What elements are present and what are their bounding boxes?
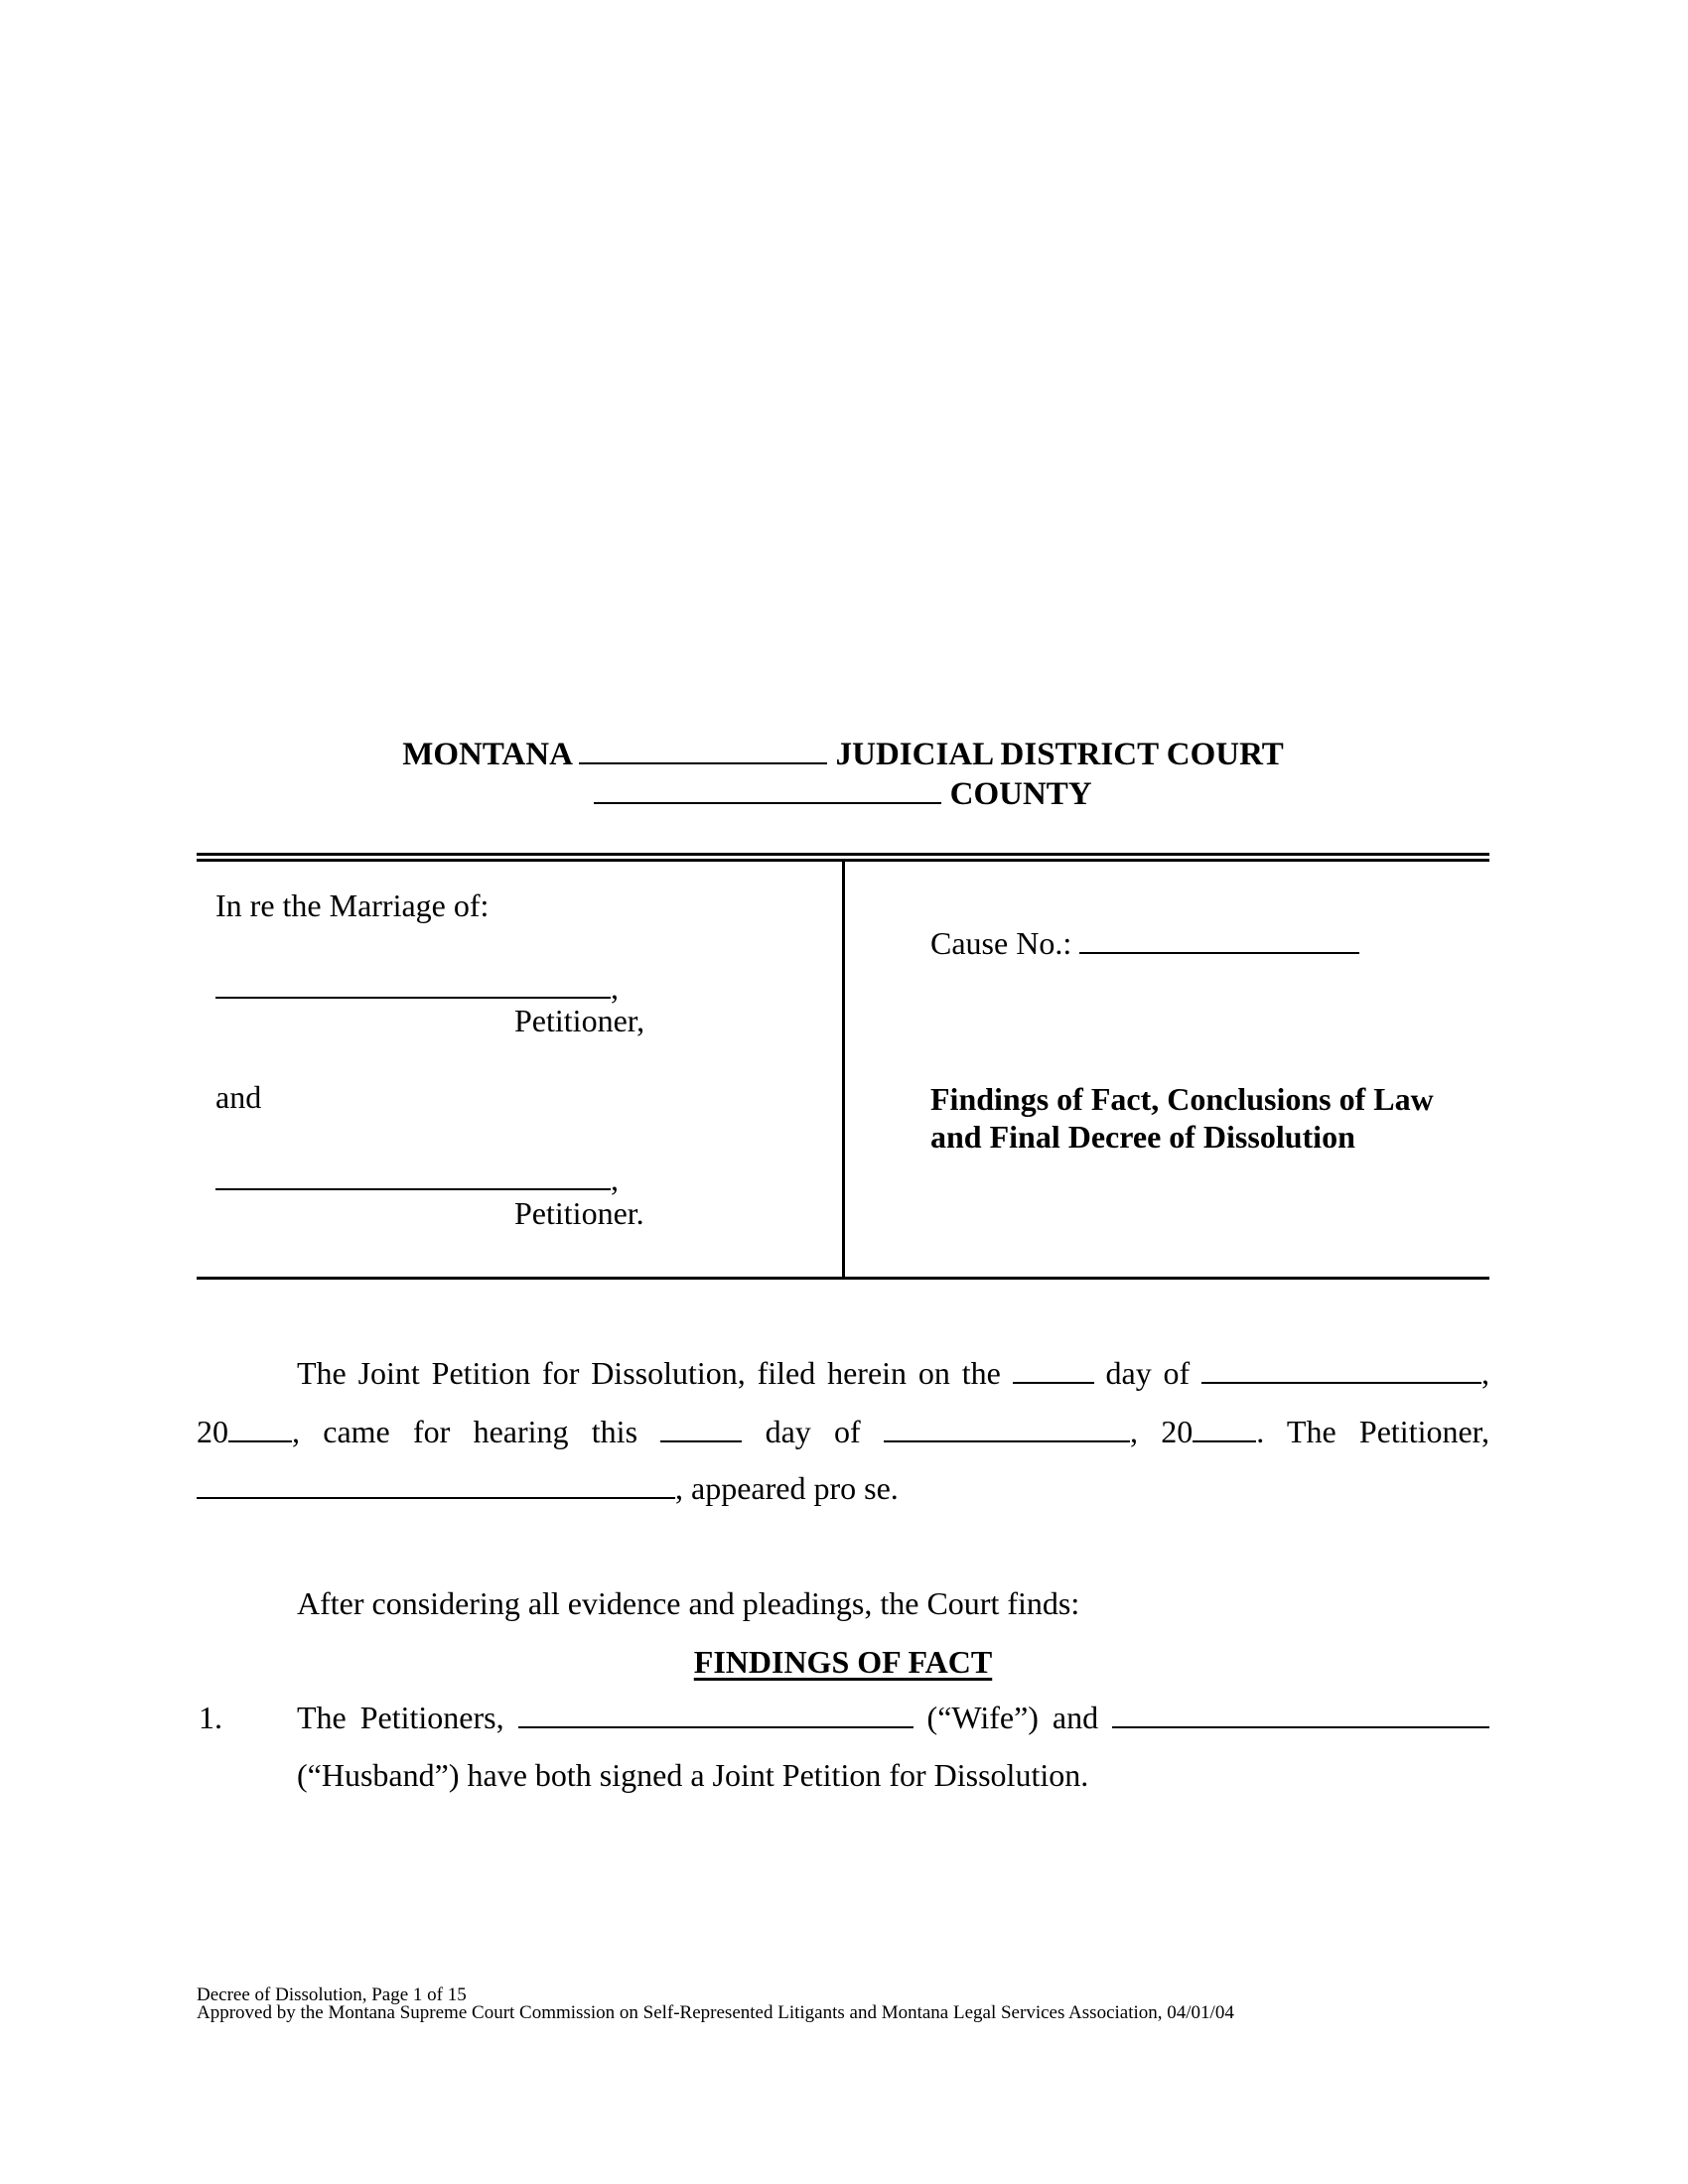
document-title-line1: Findings of Fact, Conclusions of Law xyxy=(930,1081,1434,1117)
party1-name-blank[interactable] xyxy=(215,997,611,999)
footer-approval: Approved by the Montana Supreme Court Commission on Self-Represented Litigants and Montana Legal Services Association, 04/01/04 xyxy=(197,2002,1234,2023)
state-name: MONTANA xyxy=(402,737,572,772)
court-name: JUDICIAL DISTRICT COURT xyxy=(835,737,1284,772)
filed-year-blank[interactable] xyxy=(228,1440,292,1442)
intro-line3: , appeared pro se. xyxy=(197,1470,899,1507)
intro-line2: 20 , came for hearing this day of , 20 . The Petitioner, xyxy=(197,1414,1490,1449)
cause-number-line xyxy=(930,925,1359,962)
intro-line1: The Joint Petition for Dissolution, filed herein on the day of , xyxy=(297,1355,1490,1391)
party2-role: Petitioner. xyxy=(514,1195,644,1231)
document-title-line2: and Final Decree of Dissolution xyxy=(930,1119,1355,1155)
county-label: COUNTY xyxy=(949,776,1092,812)
hearing-month-blank[interactable] xyxy=(884,1440,1130,1442)
finding-number: 1. xyxy=(199,1700,222,1735)
party2-name-blank[interactable] xyxy=(215,1188,611,1190)
filed-month-blank[interactable] xyxy=(1201,1382,1481,1384)
court-heading-line2 xyxy=(197,776,1489,813)
finding-1-line2: (“Husband”) have both signed a Joint Petition for Dissolution. xyxy=(297,1757,1089,1793)
party2-line: , xyxy=(215,1161,619,1198)
court-heading-line1 xyxy=(197,737,1489,773)
county-name-blank[interactable] xyxy=(594,802,941,804)
considering-text: After considering all evidence and pleadings, the Court finds: xyxy=(297,1585,1080,1621)
wife-name-blank[interactable] xyxy=(518,1726,914,1728)
finding-1-line1: The Petitioners, (“Wife”) and xyxy=(297,1700,1489,1736)
filed-day-blank[interactable] xyxy=(1013,1382,1094,1384)
hearing-day-blank[interactable] xyxy=(660,1440,742,1442)
district-number-blank[interactable] xyxy=(579,762,827,764)
footer-page-info: Decree of Dissolution, Page 1 of 15 xyxy=(197,1984,467,2005)
in-re-label: In re the Marriage of: xyxy=(215,887,490,923)
hearing-year-blank[interactable] xyxy=(1193,1440,1256,1442)
appearing-petitioner-blank[interactable] xyxy=(197,1497,675,1499)
caption-top-rule xyxy=(197,853,1489,856)
findings-of-fact-heading: FINDINGS OF FACT xyxy=(693,1644,993,1680)
husband-name-blank[interactable] xyxy=(1112,1726,1489,1728)
party1-line: , xyxy=(215,970,619,1007)
caption-bottom-rule xyxy=(197,1277,1489,1280)
cause-number-blank[interactable] xyxy=(1079,952,1359,954)
cause-number-label: Cause No.: xyxy=(930,925,1072,961)
and-label: and xyxy=(215,1079,262,1115)
party1-role: Petitioner, xyxy=(514,1003,645,1038)
caption-divider xyxy=(842,860,845,1278)
